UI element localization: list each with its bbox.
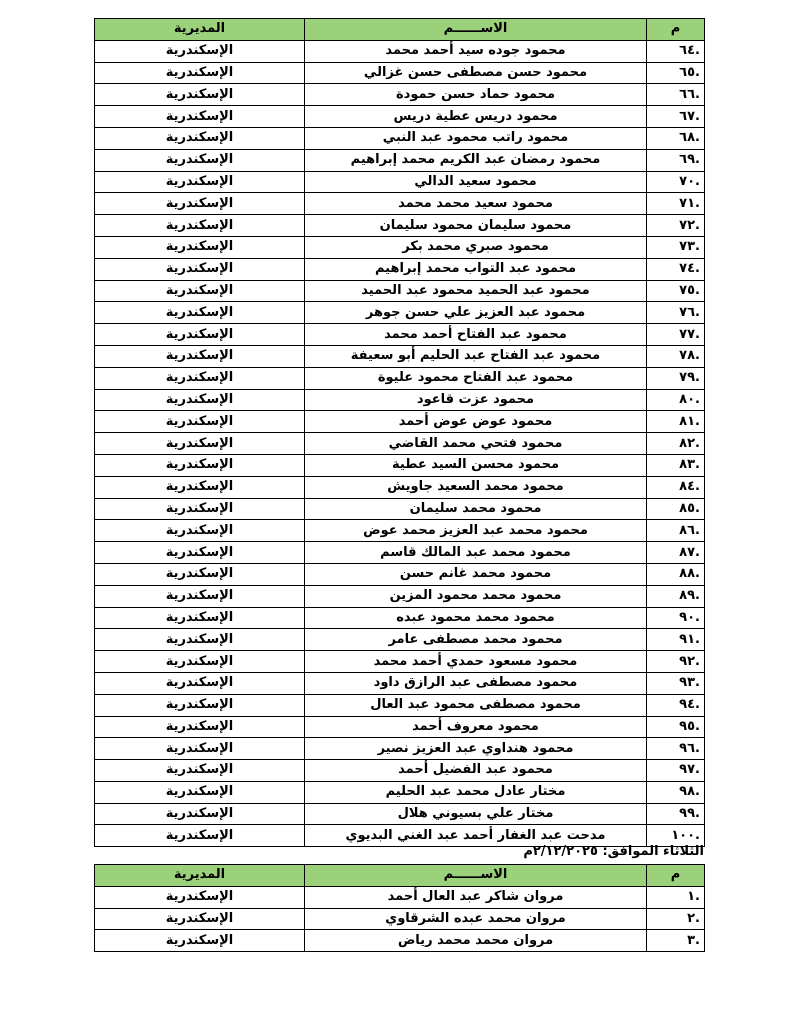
names-table-1 xyxy=(94,18,705,847)
row-name: محمود محسن السيد عطية xyxy=(305,454,647,476)
row-number: .٦٦ xyxy=(647,84,705,106)
row-name: محمود صبري محمد بكر xyxy=(305,236,647,258)
row-number: .٧٤ xyxy=(647,258,705,280)
row-directorate: الإسكندرية xyxy=(95,280,305,302)
table-row xyxy=(95,607,705,629)
table-row xyxy=(95,563,705,585)
row-name: محمود محمد غانم حسن xyxy=(305,563,647,585)
table-row xyxy=(95,629,705,651)
table-row xyxy=(95,886,705,908)
row-name: محمود عبد الفتاح عبد الحليم أبو سعيفة xyxy=(305,345,647,367)
row-number: .٨١ xyxy=(647,411,705,433)
row-directorate: الإسكندرية xyxy=(95,345,305,367)
table-body xyxy=(95,886,705,951)
table-row xyxy=(95,433,705,455)
row-number: .٩١ xyxy=(647,629,705,651)
row-directorate: الإسكندرية xyxy=(95,476,305,498)
table-row xyxy=(95,694,705,716)
table-row xyxy=(95,716,705,738)
row-directorate: الإسكندرية xyxy=(95,193,305,215)
table-row xyxy=(95,302,705,324)
row-directorate: الإسكندرية xyxy=(95,149,305,171)
row-name: محمود محمد محمود المزين xyxy=(305,585,647,607)
row-directorate: الإسكندرية xyxy=(95,215,305,237)
table-row xyxy=(95,760,705,782)
row-number: .٨٣ xyxy=(647,454,705,476)
row-name: محمود فتحي محمد القاضي xyxy=(305,433,647,455)
row-name: محمود هنداوي عبد العزيز نصير xyxy=(305,738,647,760)
row-name: محمود سعيد محمد محمد xyxy=(305,193,647,215)
row-directorate: الإسكندرية xyxy=(95,563,305,585)
row-number: .٨٩ xyxy=(647,585,705,607)
row-number: .٧١ xyxy=(647,193,705,215)
row-directorate: الإسكندرية xyxy=(95,781,305,803)
row-name: محمود عبد العزيز علي حسن جوهر xyxy=(305,302,647,324)
table-row xyxy=(95,127,705,149)
table-row xyxy=(95,930,705,952)
table-row xyxy=(95,498,705,520)
table-body xyxy=(95,40,705,846)
row-directorate: الإسكندرية xyxy=(95,629,305,651)
row-directorate: الإسكندرية xyxy=(95,803,305,825)
row-number: .٦٥ xyxy=(647,62,705,84)
row-name: مروان شاكر عبد العال أحمد xyxy=(305,886,647,908)
row-directorate: الإسكندرية xyxy=(95,302,305,324)
table-row xyxy=(95,345,705,367)
row-number: .١ xyxy=(647,886,705,908)
row-number: .٦٤ xyxy=(647,40,705,62)
row-directorate: الإسكندرية xyxy=(95,127,305,149)
row-directorate: الإسكندرية xyxy=(95,738,305,760)
table-row xyxy=(95,258,705,280)
row-name: مروان محمد محمد رياض xyxy=(305,930,647,952)
table-row xyxy=(95,454,705,476)
header-number: م xyxy=(647,865,705,887)
row-directorate: الإسكندرية xyxy=(95,886,305,908)
row-name: محمود محمد السعيد جاويش xyxy=(305,476,647,498)
row-number: .٩٥ xyxy=(647,716,705,738)
row-name: محمود عوض عوض أحمد xyxy=(305,411,647,433)
row-number: .٨٢ xyxy=(647,433,705,455)
table-row xyxy=(95,40,705,62)
table-row xyxy=(95,84,705,106)
row-name: محمود محمد مصطفى عامر xyxy=(305,629,647,651)
row-number: .٩٨ xyxy=(647,781,705,803)
row-number: .١٠٠ xyxy=(647,825,705,847)
row-name: محمود حماد حسن حمودة xyxy=(305,84,647,106)
table-row xyxy=(95,149,705,171)
row-name: محمود عبد التواب محمد إبراهيم xyxy=(305,258,647,280)
row-number: .٩٧ xyxy=(647,760,705,782)
table-row xyxy=(95,672,705,694)
row-number: .٢ xyxy=(647,908,705,930)
header-name: الاســــــم xyxy=(305,865,647,887)
row-number: .٣ xyxy=(647,930,705,952)
row-directorate: الإسكندرية xyxy=(95,389,305,411)
row-directorate: الإسكندرية xyxy=(95,607,305,629)
table-header-row xyxy=(95,865,705,887)
row-name: محمود عبد الفتاح محمود عليوة xyxy=(305,367,647,389)
row-name: محمود رمضان عبد الكريم محمد إبراهيم xyxy=(305,149,647,171)
row-number: .٨٧ xyxy=(647,542,705,564)
table-row xyxy=(95,542,705,564)
row-name: محمود مصطفى محمود عبد العال xyxy=(305,694,647,716)
table-row xyxy=(95,215,705,237)
table-row xyxy=(95,62,705,84)
row-name: محمود محمد سليمان xyxy=(305,498,647,520)
row-directorate: الإسكندرية xyxy=(95,62,305,84)
table-row xyxy=(95,803,705,825)
row-directorate: الإسكندرية xyxy=(95,454,305,476)
row-name: محمود مسعود حمدي أحمد محمد xyxy=(305,651,647,673)
table-row xyxy=(95,651,705,673)
table-row xyxy=(95,781,705,803)
table-row xyxy=(95,908,705,930)
row-directorate: الإسكندرية xyxy=(95,520,305,542)
row-name: محمود مصطفى عبد الرازق داود xyxy=(305,672,647,694)
row-number: .٩٠ xyxy=(647,607,705,629)
row-directorate: الإسكندرية xyxy=(95,106,305,128)
row-number: .٨٠ xyxy=(647,389,705,411)
row-directorate: الإسكندرية xyxy=(95,84,305,106)
row-number: .٧٣ xyxy=(647,236,705,258)
row-directorate: الإسكندرية xyxy=(95,498,305,520)
table-row xyxy=(95,171,705,193)
row-directorate: الإسكندرية xyxy=(95,760,305,782)
table-row xyxy=(95,738,705,760)
table-row xyxy=(95,476,705,498)
row-number: .٩٩ xyxy=(647,803,705,825)
row-directorate: الإسكندرية xyxy=(95,672,305,694)
row-directorate: الإسكندرية xyxy=(95,324,305,346)
row-name: مدحت عبد الغفار أحمد عبد الغني البديوي xyxy=(305,825,647,847)
row-name: محمود حسن مصطفى حسن غزالي xyxy=(305,62,647,84)
row-name: محمود محمد عبد المالك قاسم xyxy=(305,542,647,564)
row-directorate: الإسكندرية xyxy=(95,694,305,716)
table-row xyxy=(95,280,705,302)
header-directorate: المديرية xyxy=(95,19,305,41)
row-directorate: الإسكندرية xyxy=(95,258,305,280)
row-number: .٨٥ xyxy=(647,498,705,520)
row-number: .٨٤ xyxy=(647,476,705,498)
row-number: .٩٦ xyxy=(647,738,705,760)
row-name: محمود عبد الفتاح أحمد محمد xyxy=(305,324,647,346)
table-row xyxy=(95,585,705,607)
table-row xyxy=(95,236,705,258)
row-name: محمود محمد عبد العزيز محمد عوض xyxy=(305,520,647,542)
row-number: .٨٦ xyxy=(647,520,705,542)
table-row xyxy=(95,520,705,542)
row-directorate: الإسكندرية xyxy=(95,433,305,455)
row-name: محمود محمد محمود عبده xyxy=(305,607,647,629)
row-name: مختار علي بسيوني هلال xyxy=(305,803,647,825)
row-directorate: الإسكندرية xyxy=(95,651,305,673)
row-name: محمود دريس عطية دريس xyxy=(305,106,647,128)
row-directorate: الإسكندرية xyxy=(95,40,305,62)
row-directorate: الإسكندرية xyxy=(95,825,305,847)
row-number: .٧٢ xyxy=(647,215,705,237)
row-name: محمود سليمان محمود سليمان xyxy=(305,215,647,237)
row-name: محمود راتب محمود عبد النبي xyxy=(305,127,647,149)
row-directorate: الإسكندرية xyxy=(95,585,305,607)
table-header-row xyxy=(95,19,705,41)
table-row xyxy=(95,411,705,433)
row-number: .٧٩ xyxy=(647,367,705,389)
row-number: .٦٧ xyxy=(647,106,705,128)
row-number: .٨٨ xyxy=(647,563,705,585)
row-directorate: الإسكندرية xyxy=(95,367,305,389)
row-number: .٧٠ xyxy=(647,171,705,193)
row-name: محمود معروف أحمد xyxy=(305,716,647,738)
row-name: مختار عادل محمد عبد الحليم xyxy=(305,781,647,803)
row-name: مروان محمد عبده الشرقاوي xyxy=(305,908,647,930)
row-number: .٦٩ xyxy=(647,149,705,171)
date-line: الثلاثاء الموافق: ٢/١٢/٢٠٢٥م xyxy=(523,844,704,859)
row-number: .٦٨ xyxy=(647,127,705,149)
row-number: .٩٤ xyxy=(647,694,705,716)
row-name: محمود جوده سيد أحمد محمد xyxy=(305,40,647,62)
row-directorate: الإسكندرية xyxy=(95,236,305,258)
row-directorate: الإسكندرية xyxy=(95,542,305,564)
table-row xyxy=(95,324,705,346)
header-directorate: المديرية xyxy=(95,865,305,887)
row-number: .٧٥ xyxy=(647,280,705,302)
row-number: .٧٦ xyxy=(647,302,705,324)
table-row xyxy=(95,193,705,215)
row-directorate: الإسكندرية xyxy=(95,716,305,738)
row-directorate: الإسكندرية xyxy=(95,411,305,433)
names-table-2 xyxy=(94,864,705,952)
row-name: محمود عبد الفضيل أحمد xyxy=(305,760,647,782)
row-name: محمود سعيد الدالي xyxy=(305,171,647,193)
table-row xyxy=(95,106,705,128)
table-row xyxy=(95,367,705,389)
row-directorate: الإسكندرية xyxy=(95,908,305,930)
header-number: م xyxy=(647,19,705,41)
row-directorate: الإسكندرية xyxy=(95,171,305,193)
row-number: .٩٣ xyxy=(647,672,705,694)
header-name: الاســــــم xyxy=(305,19,647,41)
row-directorate: الإسكندرية xyxy=(95,930,305,952)
row-name: محمود عبد الحميد محمود عبد الحميد xyxy=(305,280,647,302)
row-number: .٩٢ xyxy=(647,651,705,673)
table-row xyxy=(95,389,705,411)
row-number: .٧٧ xyxy=(647,324,705,346)
row-name: محمود عزت قاعود xyxy=(305,389,647,411)
row-number: .٧٨ xyxy=(647,345,705,367)
